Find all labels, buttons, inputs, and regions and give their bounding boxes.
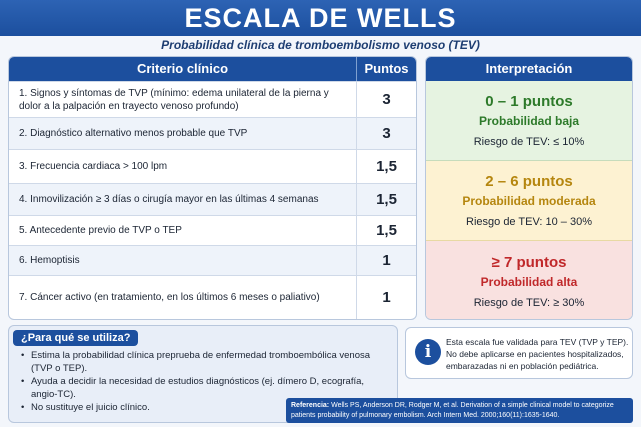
criterion-row: [9, 275, 416, 319]
band-risk: Riesgo de TEV: 10 – 30%: [466, 216, 592, 228]
criterion-text: 5. Antecedente previo de TVP o TEP: [9, 216, 357, 245]
criterion-text: 7. Cáncer activo (en tratamiento, en los últimos 6 meses o paliativo): [9, 276, 357, 319]
criterion-points: 3: [382, 125, 391, 142]
criteria-header: [9, 57, 416, 81]
criteria-table: [8, 56, 417, 320]
points-column-header: Puntos: [364, 61, 409, 76]
title-banner: [0, 0, 641, 36]
criterion-points: 3: [382, 91, 391, 108]
band-score: 2 – 6 puntos: [485, 173, 573, 190]
criterion-text: 6. Hemoptisis: [9, 246, 357, 275]
criterion-column-header: Criterio clínico: [9, 57, 357, 81]
criteria-rows: [9, 81, 416, 319]
band-label: Probabilidad moderada: [462, 194, 596, 208]
criterion-text: 2. Diagnóstico alternativo menos probable que TVP: [9, 118, 357, 149]
criterion-row: [9, 81, 416, 117]
validation-note: [405, 327, 633, 379]
criterion-points: 1,5: [376, 158, 397, 175]
interpretation-header: Interpretación: [426, 57, 632, 81]
page-subtitle: Probabilidad clínica de tromboembolismo venoso (TEV): [161, 38, 480, 52]
criterion-points: 1,5: [376, 222, 397, 239]
usage-item: • Ayuda a decidir la necesidad de estudios diagnósticos (ej. dímero D, ecografía, angio-TC).: [21, 376, 391, 401]
band-moderate: [426, 161, 632, 241]
reference-box: [286, 398, 633, 423]
criterion-row: [9, 245, 416, 275]
criterion-row: [9, 183, 416, 215]
reference-label: Referencia:: [291, 402, 330, 409]
criterion-points: 1,5: [376, 191, 397, 208]
band-score: ≥ 7 puntos: [491, 253, 567, 271]
band-risk: Riesgo de TEV: ≤ 10%: [473, 136, 585, 148]
usage-item: • No sustituye el juicio clínico.: [21, 402, 391, 415]
criterion-text: 3. Frecuencia cardiaca > 100 lpm: [9, 150, 357, 183]
criterion-row: [9, 215, 416, 245]
usage-item: • Estima la probabilidad clínica preprueba de enfermedad tromboembólica venosa (TVP o TEP).: [21, 350, 391, 375]
usage-title: ¿Para qué se utiliza?: [13, 330, 138, 346]
criterion-text: 1. Signos y síntomas de TVP (mínimo: edema unilateral de la pierna y dolor a la palpación en trayecto venoso profundo): [9, 82, 357, 117]
criterion-points: 1: [382, 289, 391, 306]
info-icon: i: [415, 339, 441, 365]
interpretation-panel: [425, 56, 633, 320]
criterion-row: [9, 149, 416, 183]
band-label: Probabilidad baja: [478, 114, 580, 128]
band-risk: Riesgo de TEV: ≥ 30%: [473, 296, 585, 309]
criterion-points: 1: [382, 252, 391, 269]
band-label: Probabilidad alta: [480, 274, 578, 289]
criterion-text: 4. Inmovilización ≥ 3 días o cirugía mayor en las últimas 4 semanas: [9, 184, 357, 215]
criterion-row: [9, 117, 416, 149]
band-low: [426, 81, 632, 161]
band-score: 0 – 1 puntos: [485, 93, 573, 110]
reference-text: Wells PS, Anderson DR, Rodger M, et al. Derivation of a simple clinical model to categorize patients probability of pulmonary embolism. Arch Intern Med. 2000;160(11):1635-1640.: [291, 402, 614, 419]
note-text: Esta escala fue validada para TEV (TVP y TEP). No debe aplicarse en pacientes hospitalizados, embarazadas ni en población pediátrica.: [446, 337, 629, 371]
page-title: ESCALA DE WELLS: [184, 2, 457, 33]
band-high: [426, 241, 632, 320]
